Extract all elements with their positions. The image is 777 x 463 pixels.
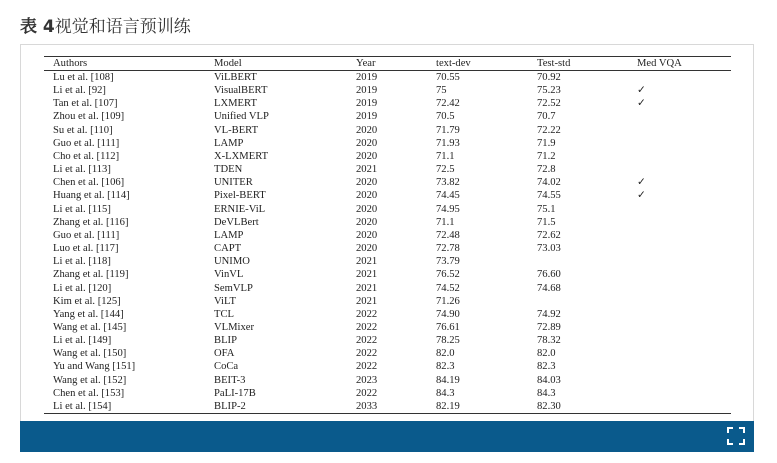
cell-model: ViLT: [214, 295, 236, 307]
table-row: [44, 163, 731, 176]
cell-year: 2033: [356, 400, 378, 412]
cell-authors: Guo et al. [111]: [53, 137, 120, 149]
cell-authors: Kim et al. [125]: [53, 295, 121, 307]
cell-med-vqa: [628, 229, 731, 242]
cell-year: 2021: [356, 256, 378, 268]
cell-authors: Huang et al. [114]: [53, 190, 130, 202]
cell-text-dev: 72.5: [436, 164, 455, 176]
cell-model: BEIT-3: [214, 374, 246, 386]
cell-test-std: 82.0: [537, 348, 556, 360]
cell-year: 2022: [356, 321, 378, 333]
cell-med-vqa: [628, 71, 731, 85]
cell-test-std: [528, 255, 628, 268]
table-row: [44, 124, 731, 137]
results-table: [44, 56, 731, 414]
caption-label: 表 4: [20, 17, 55, 37]
cell-authors: Lu et al. [108]: [53, 72, 114, 83]
cell-text-dev: 74.52: [436, 282, 460, 294]
cell-text-dev: 84.3: [436, 387, 455, 399]
cell-text-dev: 73.79: [436, 256, 460, 268]
cell-text-dev: 74.95: [436, 203, 460, 215]
cell-test-std: 72.8: [537, 164, 556, 176]
cell-test-std: 71.9: [537, 137, 556, 149]
cell-year: 2020: [356, 150, 378, 162]
cell-test-std: 72.62: [537, 229, 561, 241]
cell-year: 2020: [356, 203, 378, 215]
cell-med-vqa: [628, 400, 731, 414]
cell-text-dev: 78.25: [436, 335, 460, 347]
header-authors: Authors: [53, 57, 88, 69]
cell-authors: Li et al. [149]: [53, 335, 112, 347]
cell-authors: Wang et al. [150]: [53, 348, 127, 360]
header-row: [44, 57, 731, 71]
table-caption: [20, 12, 191, 37]
cell-model: TCL: [214, 308, 235, 320]
table-row: [44, 334, 731, 347]
table-row: [44, 176, 731, 189]
cell-text-dev: 72.48: [436, 229, 460, 241]
table-row: [44, 347, 731, 360]
cell-authors: Chen et al. [153]: [53, 387, 125, 399]
cell-text-dev: 72.42: [436, 98, 460, 110]
cell-model: SemVLP: [214, 282, 253, 294]
cell-year: 2021: [356, 164, 378, 176]
table-row: [44, 308, 731, 321]
cell-year: 2022: [356, 335, 378, 347]
cell-model: CoCa: [214, 361, 239, 373]
cell-year: 2020: [356, 177, 378, 189]
cell-med-vqa: [628, 242, 731, 255]
cell-year: 2022: [356, 348, 378, 360]
header-model: Model: [214, 57, 242, 69]
cell-year: 2021: [356, 269, 378, 281]
cell-year: 2022: [356, 387, 378, 399]
cell-test-std: [528, 295, 628, 308]
cell-year: 2021: [356, 282, 378, 294]
cell-year: 2022: [356, 361, 378, 373]
cell-year: 2023: [356, 374, 378, 386]
cell-test-std: 75.1: [537, 203, 556, 215]
cell-med-vqa: [628, 347, 731, 360]
table-row: [44, 189, 731, 202]
cell-test-std: 71.5: [537, 216, 556, 228]
cell-med-vqa: [628, 334, 731, 347]
cell-authors: Li et al. [154]: [53, 400, 112, 412]
cell-test-std: 70.7: [537, 111, 556, 123]
table-row: [44, 387, 731, 400]
cell-text-dev: 70.55: [436, 72, 460, 83]
cell-text-dev: 76.61: [436, 321, 460, 333]
cell-test-std: 76.60: [537, 269, 561, 281]
cell-med-vqa: [628, 137, 731, 150]
cell-text-dev: 82.0: [436, 348, 455, 360]
cell-med-vqa: [628, 374, 731, 387]
cell-authors: Chen et al. [106]: [53, 177, 125, 189]
header-med-vqa: Med VQA: [637, 57, 682, 69]
cell-test-std: 74.92: [537, 308, 561, 320]
cell-authors: Li et al. [92]: [53, 85, 106, 97]
cell-test-std: 70.92: [537, 72, 561, 83]
table-row: [44, 71, 731, 85]
cell-med-vqa: ✓: [637, 85, 646, 97]
cell-authors: Zhang et al. [116]: [53, 216, 129, 228]
cell-med-vqa: ✓: [637, 190, 646, 202]
cell-test-std: 71.2: [537, 150, 556, 162]
cell-model: BLIP: [214, 335, 237, 347]
cell-authors: Zhou et al. [109]: [53, 111, 125, 123]
cell-model: VisualBERT: [214, 85, 268, 97]
cell-year: 2022: [356, 308, 378, 320]
cell-year: 2020: [356, 190, 378, 202]
cell-test-std: 82.30: [537, 400, 561, 412]
cell-year: 2020: [356, 137, 378, 149]
cell-authors: Li et al. [115]: [53, 203, 111, 215]
cell-test-std: 82.3: [537, 361, 556, 373]
table-row: [44, 97, 731, 110]
cell-model: TDEN: [214, 164, 243, 176]
figure-toolbar: [20, 421, 754, 452]
cell-model: UNITER: [214, 177, 253, 189]
cell-text-dev: 74.45: [436, 190, 460, 202]
header-test-std: Test-std: [537, 57, 571, 69]
cell-text-dev: 70.5: [436, 111, 455, 123]
cell-med-vqa: [628, 308, 731, 321]
cell-med-vqa: [628, 387, 731, 400]
cell-authors: Luo et al. [117]: [53, 243, 119, 255]
cell-authors: Zhang et al. [119]: [53, 269, 129, 281]
cell-model: LAMP: [214, 137, 244, 149]
cell-model: CAPT: [214, 243, 242, 255]
cell-year: 2020: [356, 229, 378, 241]
table-row: [44, 268, 731, 281]
cell-text-dev: 82.19: [436, 400, 460, 412]
cell-test-std: 74.68: [537, 282, 561, 294]
cell-model: UNIMO: [214, 256, 250, 268]
header-text-dev: text-dev: [436, 57, 471, 69]
cell-authors: Wang et al. [145]: [53, 321, 127, 333]
cell-text-dev: 71.1: [436, 216, 455, 228]
cell-year: 2019: [356, 111, 378, 123]
cell-year: 2020: [356, 243, 378, 255]
table-body: [44, 71, 731, 414]
table-row: [44, 216, 731, 229]
cell-authors: Guo et al. [111]: [53, 229, 120, 241]
cell-model: DeVLBert: [214, 216, 259, 228]
cell-text-dev: 72.78: [436, 243, 460, 255]
cell-model: X-LXMERT: [214, 150, 269, 162]
cell-text-dev: 76.52: [436, 269, 460, 281]
table-row: [44, 84, 731, 97]
cell-test-std: 72.22: [537, 124, 561, 136]
table-row: [44, 282, 731, 295]
cell-text-dev: 71.93: [436, 137, 460, 149]
cell-model: Pixel-BERT: [214, 190, 266, 202]
table-row: [44, 137, 731, 150]
cell-authors: Tan et al. [107]: [53, 98, 118, 110]
cell-med-vqa: [628, 163, 731, 176]
cell-test-std: 72.89: [537, 321, 561, 333]
cell-med-vqa: [628, 360, 731, 373]
cell-med-vqa: [628, 295, 731, 308]
cell-med-vqa: [628, 110, 731, 123]
table-row: [44, 360, 731, 373]
cell-model: VinVL: [214, 269, 244, 281]
cell-test-std: 84.3: [537, 387, 556, 399]
cell-authors: Cho et al. [112]: [53, 150, 120, 162]
table-header: [44, 57, 731, 71]
caption-text: 视觉和语言预训练: [54, 17, 191, 37]
cell-text-dev: 71.26: [436, 295, 460, 307]
cell-test-std: 73.03: [537, 243, 561, 255]
cell-text-dev: 82.3: [436, 361, 455, 373]
cell-year: 2019: [356, 98, 378, 110]
table-row: [44, 203, 731, 216]
table-row: [44, 374, 731, 387]
cell-authors: Wang et al. [152]: [53, 374, 127, 386]
cell-authors: Li et al. [118]: [53, 256, 111, 268]
cell-authors: Su et al. [110]: [53, 124, 113, 136]
cell-med-vqa: [628, 124, 731, 137]
cell-text-dev: 75: [436, 85, 447, 97]
cell-model: Unified VLP: [214, 111, 269, 123]
cell-authors: Li et al. [113]: [53, 164, 111, 176]
cell-model: OFA: [214, 348, 235, 360]
cell-test-std: 72.52: [537, 98, 561, 110]
cell-year: 2021: [356, 295, 378, 307]
cell-model: PaLI-17B: [214, 387, 256, 399]
table-row: [44, 110, 731, 123]
cell-test-std: 75.23: [537, 85, 561, 97]
expand-icon[interactable]: [726, 426, 746, 446]
table-row: [44, 400, 731, 414]
table-row: [44, 229, 731, 242]
cell-med-vqa: [628, 255, 731, 268]
cell-authors: Yang et al. [144]: [53, 308, 124, 320]
cell-med-vqa: [628, 321, 731, 334]
cell-med-vqa: [628, 203, 731, 216]
cell-med-vqa: [628, 216, 731, 229]
cell-text-dev: 74.90: [436, 308, 460, 320]
cell-test-std: 74.02: [537, 177, 561, 189]
cell-text-dev: 73.82: [436, 177, 460, 189]
cell-model: LXMERT: [214, 98, 257, 110]
cell-text-dev: 71.79: [436, 124, 460, 136]
cell-test-std: 74.55: [537, 190, 561, 202]
cell-model: VLMixer: [214, 321, 255, 333]
cell-model: BLIP-2: [214, 400, 246, 412]
cell-authors: Li et al. [120]: [53, 282, 112, 294]
table-row: [44, 242, 731, 255]
cell-med-vqa: [628, 282, 731, 295]
cell-test-std: 78.32: [537, 335, 561, 347]
cell-text-dev: 71.1: [436, 150, 455, 162]
cell-year: 2020: [356, 216, 378, 228]
table-row: [44, 295, 731, 308]
cell-med-vqa: [628, 150, 731, 163]
cell-authors: Yu and Wang [151]: [53, 361, 136, 373]
cell-med-vqa: ✓: [637, 177, 646, 189]
cell-model: VL-BERT: [214, 124, 259, 136]
cell-model: ERNIE-ViL: [214, 203, 266, 215]
table-row: [44, 321, 731, 334]
header-year: Year: [356, 57, 376, 69]
cell-test-std: 84.03: [537, 374, 561, 386]
table-row: [44, 150, 731, 163]
cell-med-vqa: [628, 268, 731, 281]
cell-year: 2019: [356, 85, 378, 97]
cell-year: 2019: [356, 72, 378, 83]
cell-model: LAMP: [214, 229, 244, 241]
cell-year: 2020: [356, 124, 378, 136]
table-row: [44, 255, 731, 268]
cell-text-dev: 84.19: [436, 374, 460, 386]
cell-model: ViLBERT: [214, 72, 257, 83]
cell-med-vqa: ✓: [637, 98, 646, 110]
